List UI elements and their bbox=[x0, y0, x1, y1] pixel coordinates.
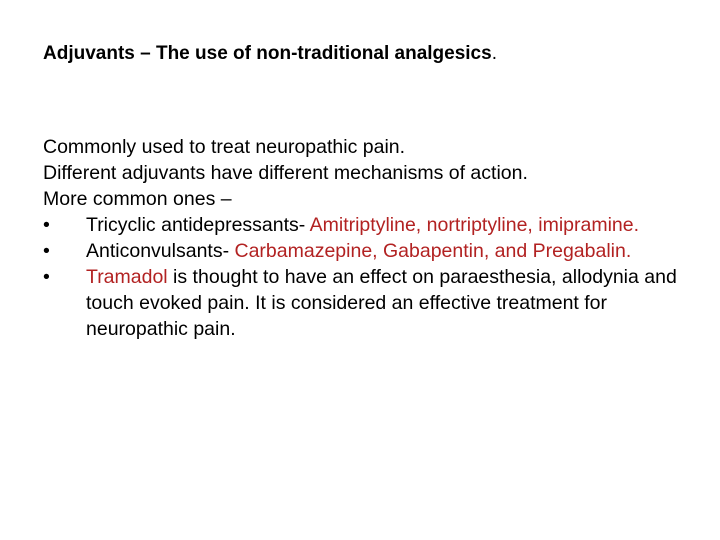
slide-title bbox=[43, 42, 497, 66]
slide-title-text: Adjuvants – The use of non-traditional analgesics bbox=[43, 43, 492, 64]
bullet-item-tramadol bbox=[43, 264, 683, 342]
body-line-common: More common ones – bbox=[43, 188, 232, 210]
drug-names-highlight: Carbamazepine, Gabapentin, and Pregabalin. bbox=[234, 240, 632, 262]
bullet-lead-text: Tricyclic antidepressants- bbox=[86, 214, 310, 236]
bullet-lead-text: Anticonvulsants- bbox=[86, 240, 235, 262]
bullet-marker: • bbox=[43, 266, 50, 288]
bullet-marker: • bbox=[43, 214, 50, 236]
drug-names-highlight: Amitriptyline, nortriptyline, imipramine. bbox=[309, 214, 640, 236]
drug-name-highlight: Tramadol bbox=[86, 266, 168, 288]
body-line-neuropathic: Commonly used to treat neuropathic pain. bbox=[43, 136, 406, 158]
slide-body bbox=[43, 134, 683, 342]
slide-title-period: . bbox=[491, 43, 497, 64]
bullet-item-tricyclic bbox=[43, 212, 683, 238]
body-line-mechanisms: Different adjuvants have different mechanisms of action. bbox=[43, 162, 528, 184]
bullet-item-anticonvulsants bbox=[43, 238, 683, 264]
bullet-marker: • bbox=[43, 240, 50, 262]
bullet-body-text: is thought to have an effect on paraesthesia, allodynia and touch evoked pain. It is considered an effective treatment for neuropathic pain. bbox=[86, 266, 677, 340]
